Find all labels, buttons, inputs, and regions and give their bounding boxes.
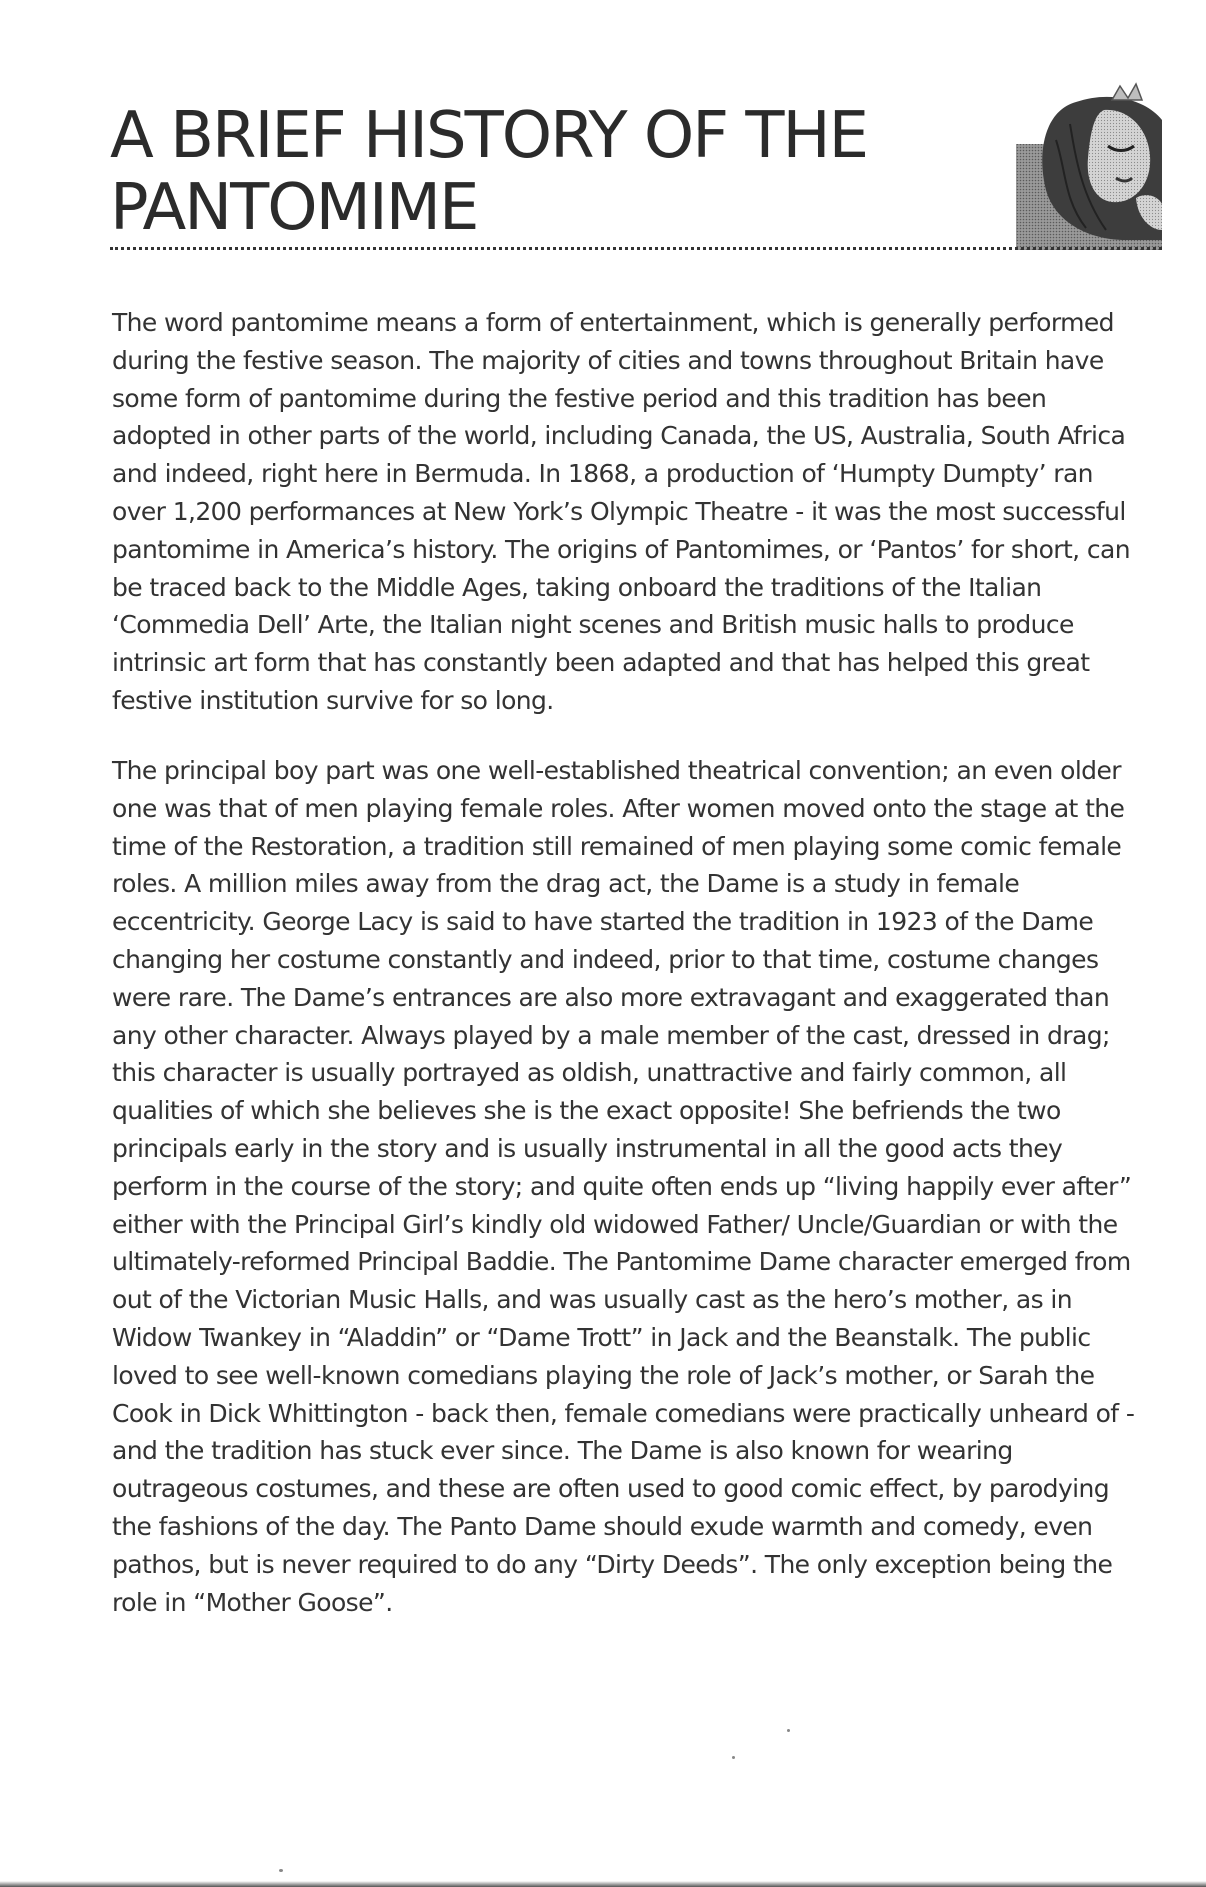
- sleeping-princess-illustration: [1016, 80, 1162, 250]
- paragraph-history-origins: The word pantomime means a form of entertainment, which is generally performed during the festive season. The majority of cities and towns throughout Britain have some form of pantomime during the festive period and this tradition has been adopted in other parts of the world, including Canada, the US, Australia, South Africa and indeed, right here in Bermuda. In 1868, a production of ‘Humpty Dumpty’ ran over 1,200 performances at New York’s Olympic Theatre - it was the most successful pantomime in America’s history. The origins of Pantomimes, or ‘Pantos’ for short, can be traced back to the Middle Ages, taking onboard the traditions of the Italian ‘Commedia Dell’ Arte, the Italian night scenes and British music halls to produce intrinsic art form that has constantly been adapted and that has helped this great festive institution survive for so long.: [112, 308, 1130, 715]
- scan-speck: [732, 1756, 735, 1759]
- title-dotted-rule: [110, 247, 1162, 250]
- page-title: A BRIEF HISTORY OF THE PANTOMIME: [110, 99, 868, 245]
- scan-speck: [787, 1729, 790, 1732]
- scan-speck: [279, 1869, 283, 1872]
- scan-bottom-edge: [0, 1881, 1206, 1887]
- paragraph-pantomime-dame: The principal boy part was one well-established theatrical convention; an even older one was that of men playing female roles. After women moved onto the stage at the time of the Restoration, a tradition still remained of men playing some comic female roles. A million miles away from the drag act, the Dame is a study in female eccentricity. George Lacy is said to have started the tradition in 1923 of the Dame changing her costume constantly and indeed, prior to that time, costume changes were rare. The Dame’s entrances are also more extravagant and exaggerated than any other character. Always played by a male member of the cast, dressed in drag; this character is usually portrayed as oldish, unattractive and fairly common, all qualities of which she believes she is the exact opposite! She befriends the two principals early in the story and is usually instrumental in all the good acts they perform in the course of the story; and quite often ends up “living happily ever after” either with the Principal Girl’s kindly old widowed Father/ Uncle/Guardian or with the ultimately-reformed Principal Baddie. The Pantomime Dame character emerged from out of the Victorian Music Halls, and was usually cast as the hero’s mother, as in Widow Twankey in “Aladdin” or “Dame Trott” in Jack and the Beanstalk. The public loved to see well-known comedians playing the role of Jack’s mother, or Sarah the Cook in Dick Whittington - back then, female comedians were practically unheard of - and the tradition has stuck ever since. The Dame is also known for wearing outrageous costumes, and these are often used to good comic effect, by parodying the fashions of the day. The Panto Dame should exude warmth and comedy, even pathos, but is never required to do any “Dirty Deeds”. The only exception being the role in “Mother Goose”.: [112, 756, 1135, 1617]
